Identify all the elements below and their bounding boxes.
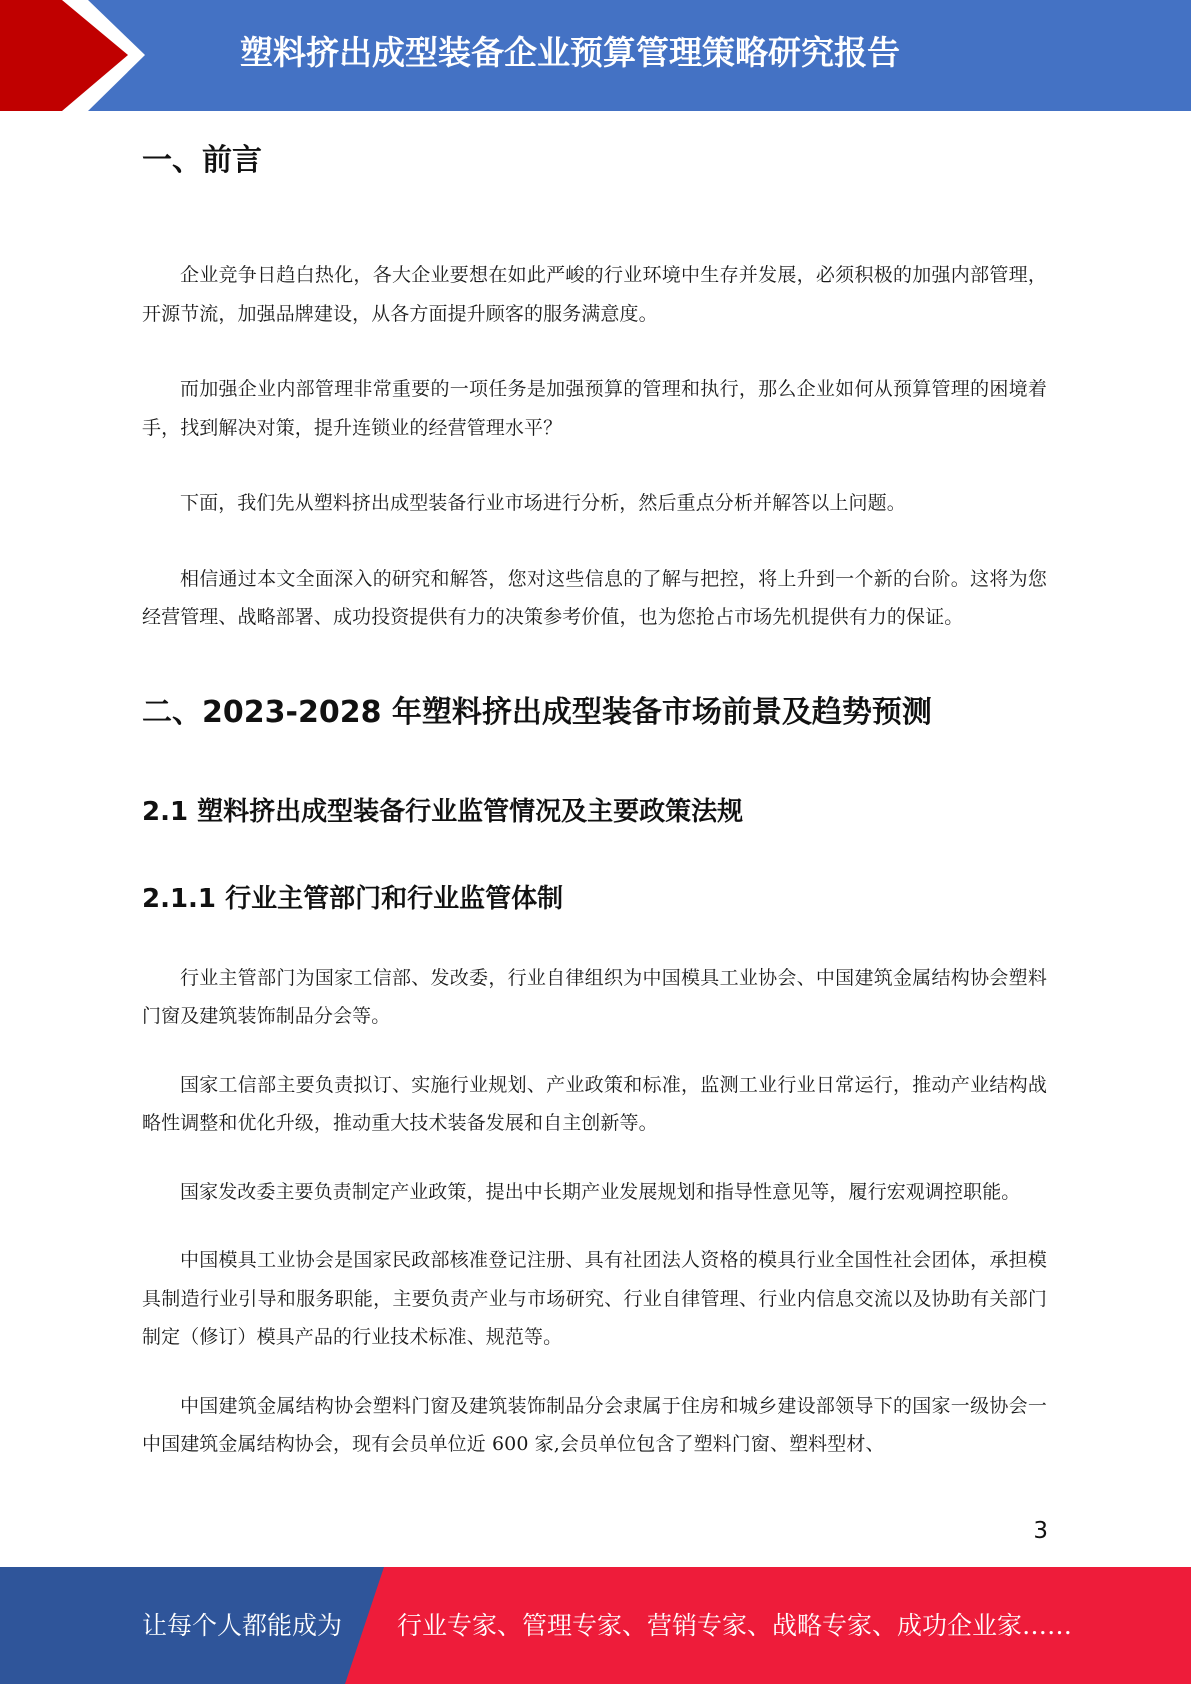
intro-paragraph: 企业竞争日趋白热化，各大企业要想在如此严峻的行业环境中生存并发展，必须积极的加强内部管理，开源节流，加强品牌建设，从各方面提升顾客的服务满意度。 — [142, 264, 1047, 325]
regulation-paragraph: 国家工信部主要负责拟订、实施行业规划、产业政策和标准，监测工业行业日常运行，推动产业结构战略性调整和优化升级，推动重大技术装备发展和自主创新等。 — [142, 1073, 1047, 1134]
section-heading-intro: 一、前言 — [142, 143, 262, 178]
regulation-paragraph: 行业主管部门为国家工信部、发改委，行业自律组织为中国模具工业协会、中国建筑金属结构协会塑料门窗及建筑装饰制品分会等。 — [142, 966, 1047, 1027]
document-title: 塑料挤出成型装备企业预算管理策略研究报告 — [240, 33, 900, 72]
section-heading-forecast: 二、2023-2028 年塑料挤出成型装备市场前景及趋势预测 — [142, 694, 932, 730]
page-content — [142, 135, 1047, 1464]
intro-paragraph: 下面，我们先从塑料挤出成型装备行业市场进行分析，然后重点分析并解答以上问题。 — [180, 492, 906, 514]
regulation-paragraph: 国家发改委主要负责制定产业政策，提出中长期产业发展规划和指导性意见等，履行宏观调控职能。 — [180, 1180, 1021, 1203]
subsection-heading-2-1-1: 2.1.1 行业主管部门和行业监管体制 — [142, 883, 564, 914]
footer-slogan-left: 让每个人都能成为 — [142, 1611, 343, 1640]
page-number: 3 — [1033, 1518, 1048, 1544]
subsection-heading-2-1: 2.1 塑料挤出成型装备行业监管情况及主要政策法规 — [142, 796, 744, 827]
footer-slogan-right: 行业专家、管理专家、营销专家、战略专家、成功企业家…… — [397, 1611, 1073, 1640]
regulation-paragraph: 中国建筑金属结构协会塑料门窗及建筑装饰制品分会隶属于住房和城乡建设部领导下的国家一级协会一中国建筑金属结构协会，现有会员单位近 600 家,会员单位包含了塑料门窗、塑料型材、 — [142, 1394, 1047, 1455]
header-banner — [0, 0, 1191, 111]
intro-paragraph: 相信通过本文全面深入的研究和解答，您对这些信息的了解与把控，将上升到一个新的台阶。这将为您经营管理、战略部署、成功投资提供有力的决策参考价值，也为您抢占市场先机提供有力的保证。 — [142, 567, 1047, 628]
intro-paragraph: 而加强企业内部管理非常重要的一项任务是加强预算的管理和执行，那么企业如何从预算管理的困境着手，找到解决对策，提升连锁业的经营管理水平？ — [142, 378, 1047, 439]
footer-banner — [0, 1567, 1191, 1684]
regulation-paragraph: 中国模具工业协会是国家民政部核准登记注册、具有社团法人资格的模具行业全国性社会团体，承担模具制造行业引导和服务职能，主要负责产业与市场研究、行业自律管理、行业内信息交流以及协助有关部门制定（修订）模具产品的行业技术标准、规范等。 — [142, 1249, 1047, 1348]
